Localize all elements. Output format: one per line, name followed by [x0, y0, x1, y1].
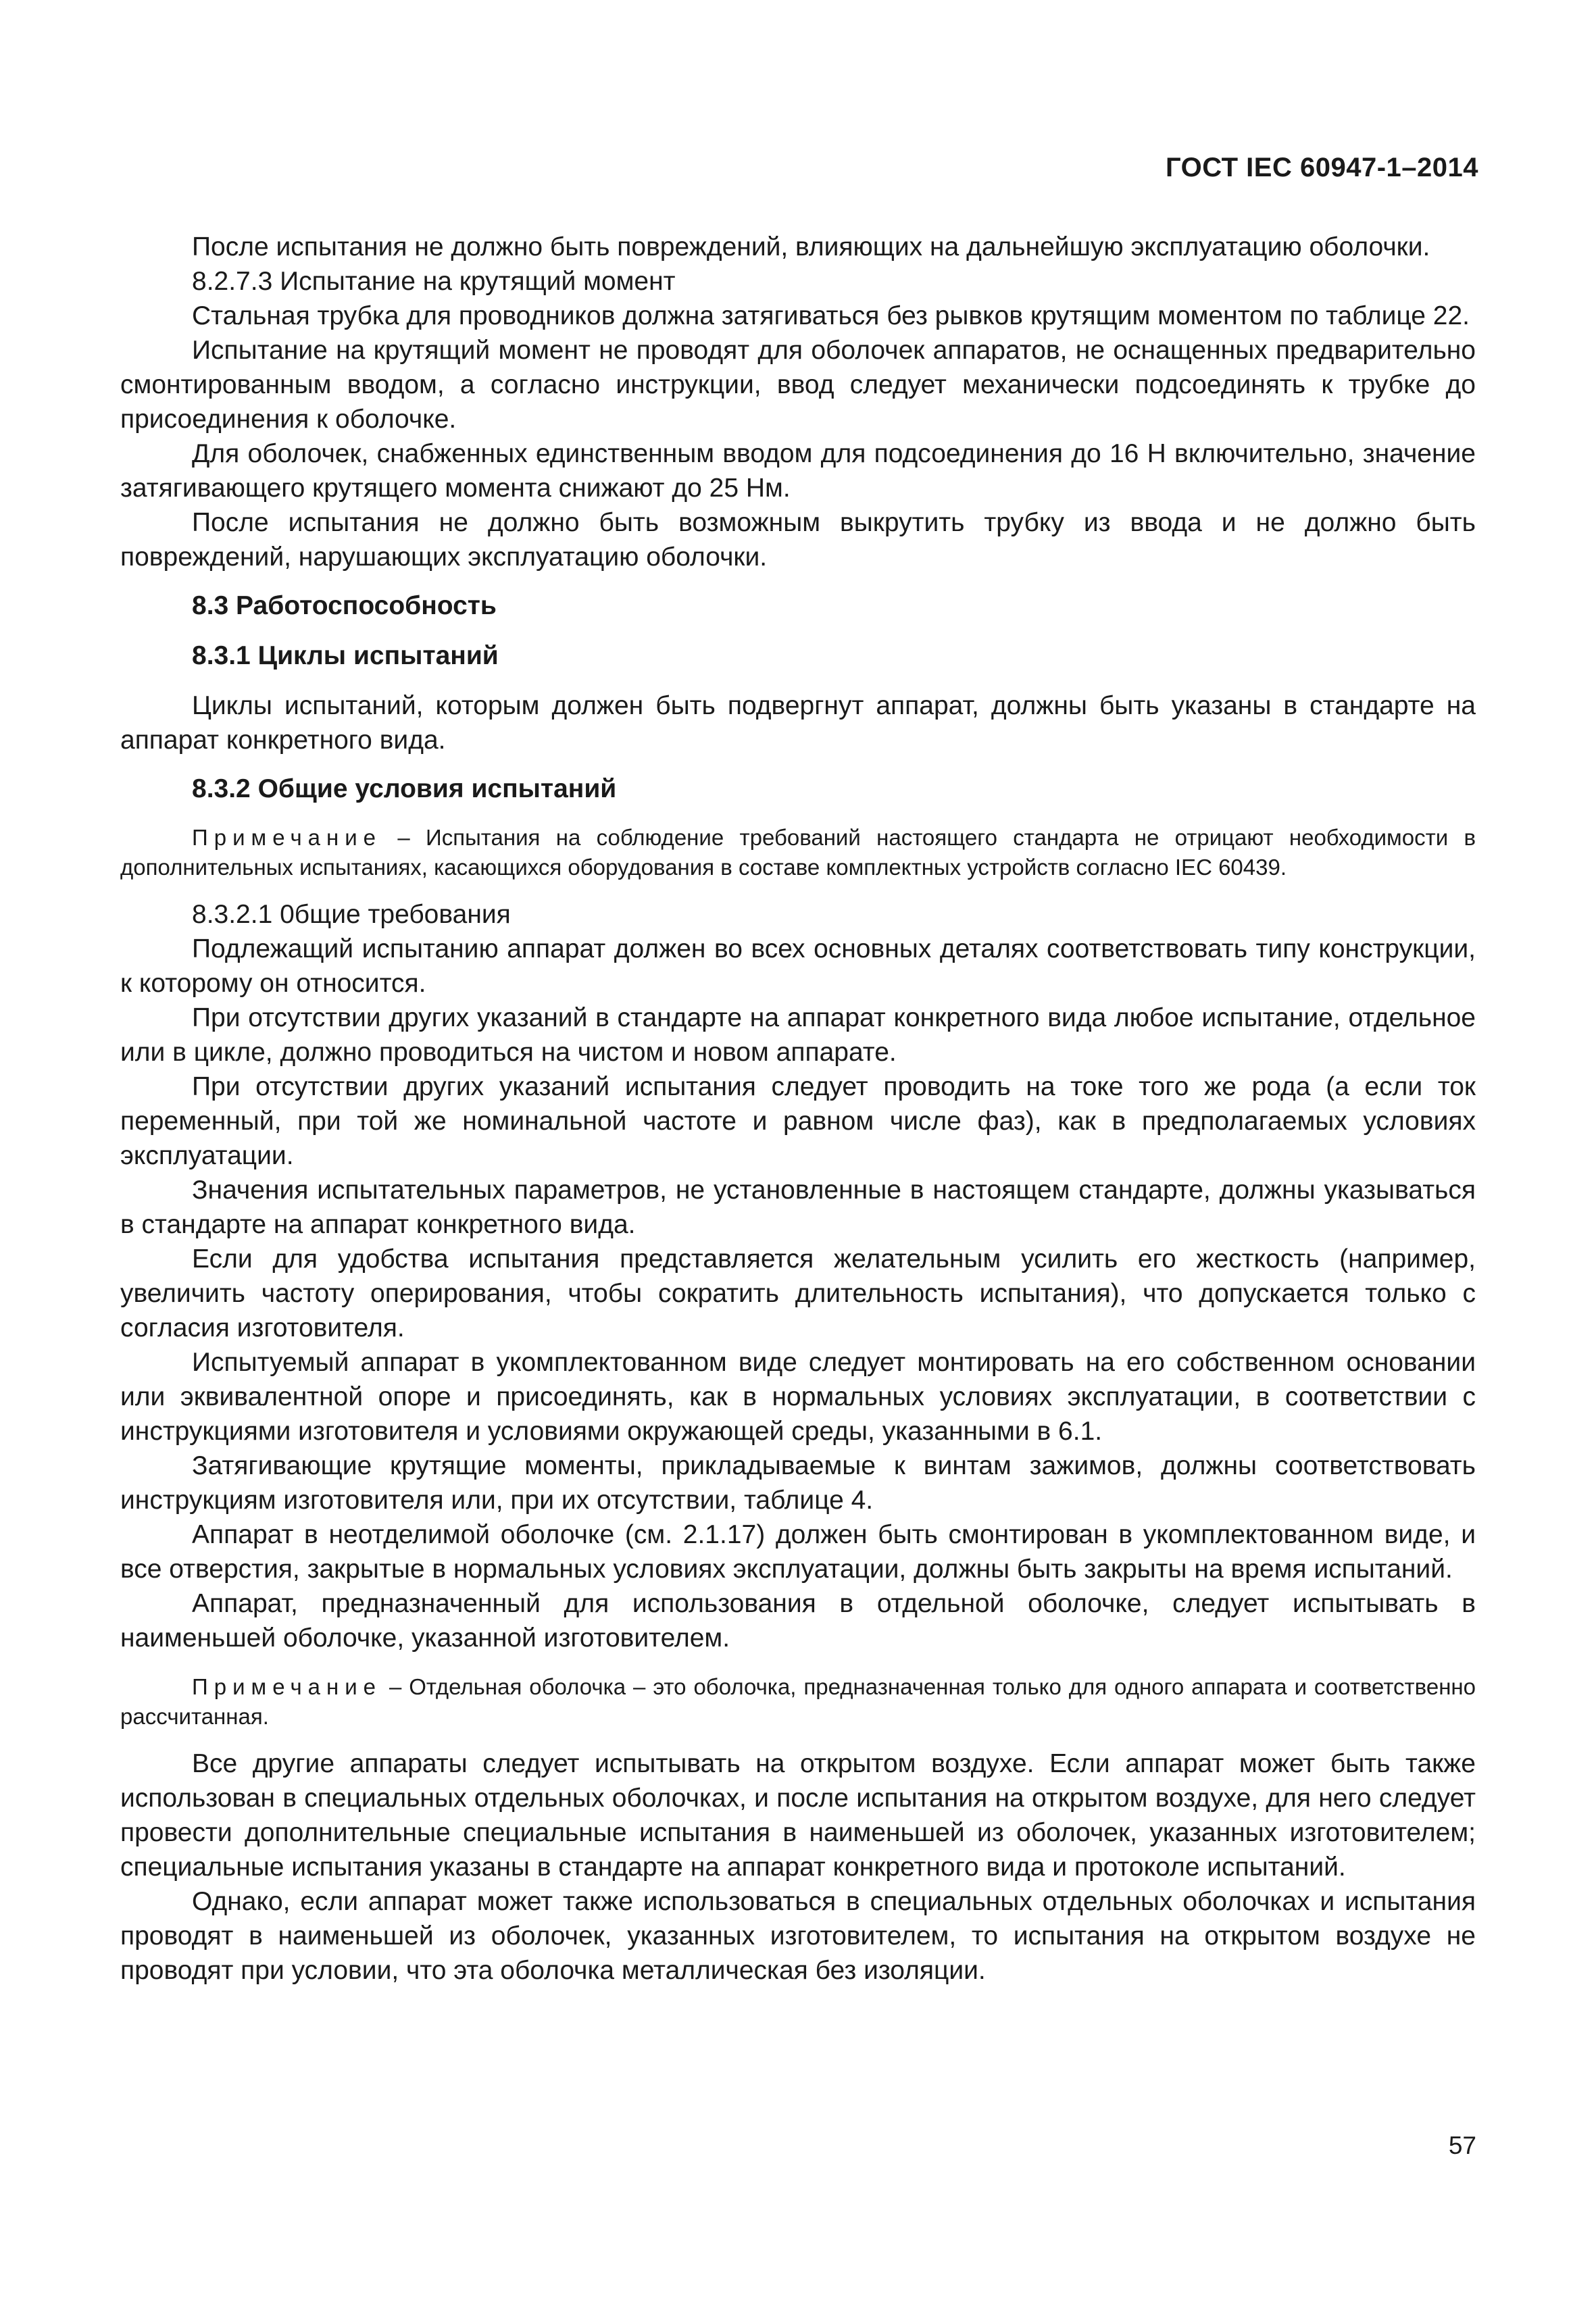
- paragraph: После испытания не должно быть возможным выкрутить трубку из ввода и не должно быть повреждений, нарушающих эксплуатацию оболочки.: [120, 508, 1476, 572]
- note: [120, 1672, 1476, 1732]
- paragraph: Для оболочек, снабженных единственным вводом для подсоединения до 16 Н включительно, значение затягивающего крутящего момента снижают до 25 Нм.: [120, 439, 1476, 503]
- subclause-title: 8.3.2.1 0бщие требования: [192, 900, 511, 929]
- paragraph: Затягивающие крутящие моменты, прикладываемые к винтам зажимов, должны соответствовать инструкциям изготовителя или, при их отсутствии, таблице 4.: [120, 1451, 1476, 1515]
- section-heading: 8.3.2 Общие условия испытаний: [192, 774, 617, 803]
- paragraph: Если для удобства испытания представляется желательным усилить его жесткость (например, увеличить частоту оперирования, чтобы сократить длительность испытания), что допускается только с согласия изготовителя.: [120, 1244, 1476, 1342]
- note-label: Примечание: [192, 825, 382, 850]
- paragraph: Однако, если аппарат может также использоваться в специальных отдельных оболочках и испытания проводят в наименьшей из оболочек, указанных изготовителем, то испытания на открытом воздухе не проводят при условии, что эта оболочка металлическая без изоляции.: [120, 1887, 1476, 1985]
- paragraph: Аппарат в неотделимой оболочке (см. 2.1.17) должен быть смонтирован в укомплектованном виде, и все отверстия, закрытые в нормальных условиях эксплуатации, должны быть закрыты на время испытаний.: [120, 1520, 1476, 1584]
- paragraph: При отсутствии других указаний испытания следует проводить на токе того же рода (а если ток переменный, при той же номинальной частоте и равном числе фаз), как в предполагаемых условиях эксплуатации.: [120, 1072, 1476, 1170]
- note-label: Примечание: [192, 1674, 382, 1699]
- paragraph: Все другие аппараты следует испытывать на открытом воздухе. Если аппарат может быть также использован в специальных отдельных оболочках, и после испытания на открытом воздухе, для него следует провести дополнительные специальные испытания в наименьшей из оболочек, указанных изготовителем; специальные испытания указаны в стандарте на аппарат конкретного вида и протоколе испытаний.: [120, 1749, 1476, 1882]
- section-heading: 8.3 Работоспособность: [192, 591, 497, 620]
- section-heading: 8.3.1 Циклы испытаний: [192, 641, 499, 670]
- paragraph: Значения испытательных параметров, не установленные в настоящем стандарте, должны указываться в стандарте на аппарат конкретного вида.: [120, 1176, 1476, 1239]
- note-text: – Испытания на соблюдение требований настоящего стандарта не отрицают необходимости в дополнительных испытаниях, касающихся оборудования в составе комплектных устройств согласно IEC 60439.: [120, 825, 1476, 880]
- paragraph: Испытуемый аппарат в укомплектованном виде следует монтировать на его собственном основании или эквивалентной опоре и присоединять, как в нормальных условиях эксплуатации, в соответствии с инструкциями изготовителя и условиями окружающей среды, указанными в 6.1.: [120, 1348, 1476, 1446]
- document-code-header: ГОСТ IEC 60947-1–2014: [1165, 153, 1478, 182]
- note-text: – Отдельная оболочка – это оболочка, предназначенная только для одного аппарата и соответственно рассчитанная.: [120, 1674, 1476, 1729]
- page-number: 57: [1448, 2132, 1476, 2159]
- paragraph: Циклы испытаний, которым должен быть подвергнут аппарат, должны быть указаны в стандарте на аппарат конкретного вида.: [120, 691, 1476, 755]
- paragraph: Аппарат, предназначенный для использования в отдельной оболочке, следует испытывать в наименьшей оболочке, указанной изготовителем.: [120, 1589, 1476, 1653]
- paragraph: Испытание на крутящий момент не проводят для оболочек аппаратов, не оснащенных предварительно смонтированным вводом, а согласно инструкции, ввод следует механически подсоединять к трубке до присоединения к оболочке.: [120, 336, 1476, 434]
- paragraph: Подлежащий испытанию аппарат должен во всех основных деталях соответствовать типу конструкции, к которому он относится.: [120, 934, 1476, 998]
- subclause-title: 8.2.7.3 Испытание на крутящий момент: [192, 267, 676, 296]
- note: [120, 823, 1476, 882]
- page-content: [120, 230, 1476, 1988]
- paragraph: Стальная трубка для проводников должна затягиваться без рывков крутящим моментом по таблице 22.: [192, 301, 1470, 330]
- paragraph: После испытания не должно быть повреждений, влияющих на дальнейшую эксплуатацию оболочки.: [192, 232, 1430, 261]
- paragraph: При отсутствии других указаний в стандарте на аппарат конкретного вида любое испытание, отдельное или в цикле, должно проводиться на чистом и новом аппарате.: [120, 1003, 1476, 1067]
